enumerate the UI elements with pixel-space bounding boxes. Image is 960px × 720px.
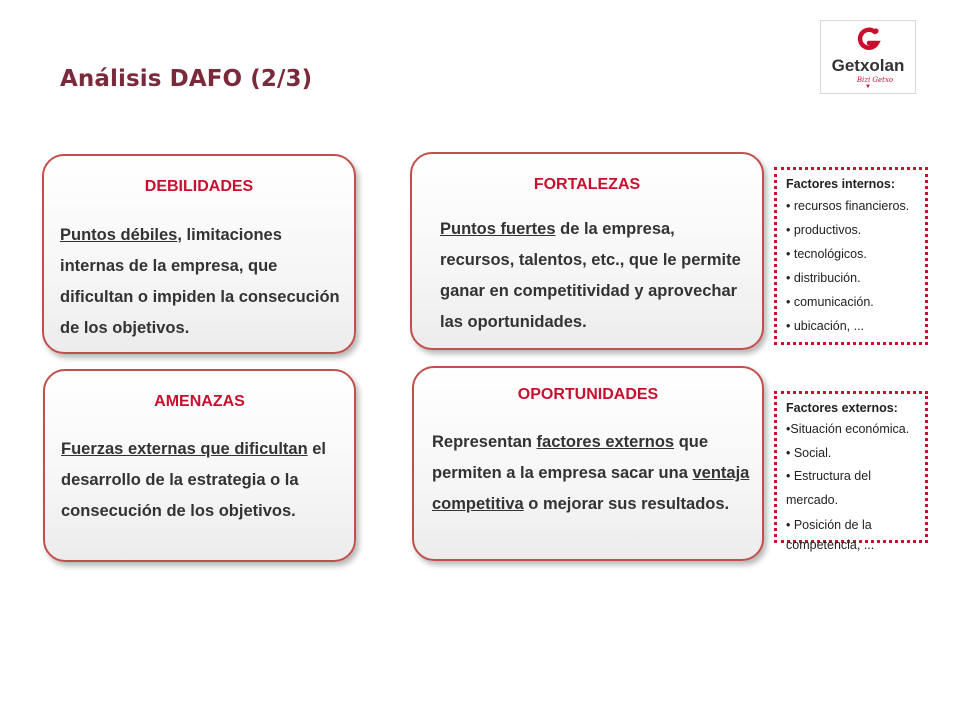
logo-tagline: Bizi Getxo <box>856 76 894 84</box>
oportunidades-title: OPORTUNIDADES <box>517 386 659 403</box>
list-item: • comunicación. <box>786 295 874 309</box>
fortalezas-text <box>440 214 750 338</box>
list-item: • tecnológicos. <box>786 247 867 261</box>
logo-name: Getxolan <box>831 56 905 75</box>
factores-internos-list <box>786 194 925 338</box>
fortalezas-rest: de la empresa, recursos, talentos, etc., que le permite ganar en competitividad y aprovechar las oportunidades. <box>440 220 741 331</box>
list-item: • distribución. <box>786 271 861 285</box>
oportunidades-text <box>432 427 754 520</box>
factores-externos-box <box>774 391 928 552</box>
debilidades-card <box>42 154 356 354</box>
list-item: • Social. <box>786 445 832 460</box>
getxolan-logo <box>820 20 916 94</box>
fortalezas-lead: Puntos fuertes <box>440 220 556 238</box>
amenazas-rest: el desarrollo de la estrategia o la consecución de los objetivos. <box>61 440 327 520</box>
fortalezas-title: FORTALEZAS <box>533 176 641 193</box>
debilidades-lead: Puntos débiles <box>60 226 178 244</box>
factores-internos-box <box>774 167 928 345</box>
oportunidades-t1: Representan <box>432 433 537 451</box>
debilidades-text <box>60 220 348 344</box>
debilidades-rest: , limitaciones internas de la empresa, que dificultan o impiden la consecución de los objetivos. <box>60 226 340 337</box>
list-item: •Situación económica. <box>786 422 910 436</box>
amenazas-lead: Fuerzas externas que dificultan <box>61 440 308 458</box>
logo-mark-icon: ▼ <box>865 84 871 90</box>
oportunidades-t2: que permiten a la empresa sacar una <box>432 433 709 482</box>
list-item: • Estructura del mercado. <box>786 469 871 507</box>
fortalezas-card <box>410 152 764 350</box>
oportunidades-card <box>412 366 764 561</box>
factores-externos-list <box>786 418 925 555</box>
factores-externos-title: Factores externos: <box>786 401 898 415</box>
amenazas-card <box>43 369 356 562</box>
oportunidades-t3: o mejorar sus resultados. <box>523 495 730 513</box>
slide-title: Análisis DAFO (2/3) <box>60 66 313 92</box>
debilidades-title: DEBILIDADES <box>144 178 254 195</box>
oportunidades-u2: ventaja competitiva <box>432 464 750 513</box>
factores-internos-title: Factores internos: <box>786 177 896 191</box>
list-item: • productivos. <box>786 223 862 237</box>
list-item: • Posición de la competencia, ... <box>786 518 875 552</box>
amenazas-text <box>61 434 331 527</box>
getxolan-logo-icon <box>857 27 881 55</box>
amenazas-title: AMENAZAS <box>154 393 245 410</box>
list-item: • recursos financieros. <box>786 199 910 213</box>
list-item: • ubicación, ... <box>786 319 865 333</box>
oportunidades-u1: factores externos <box>536 433 675 451</box>
